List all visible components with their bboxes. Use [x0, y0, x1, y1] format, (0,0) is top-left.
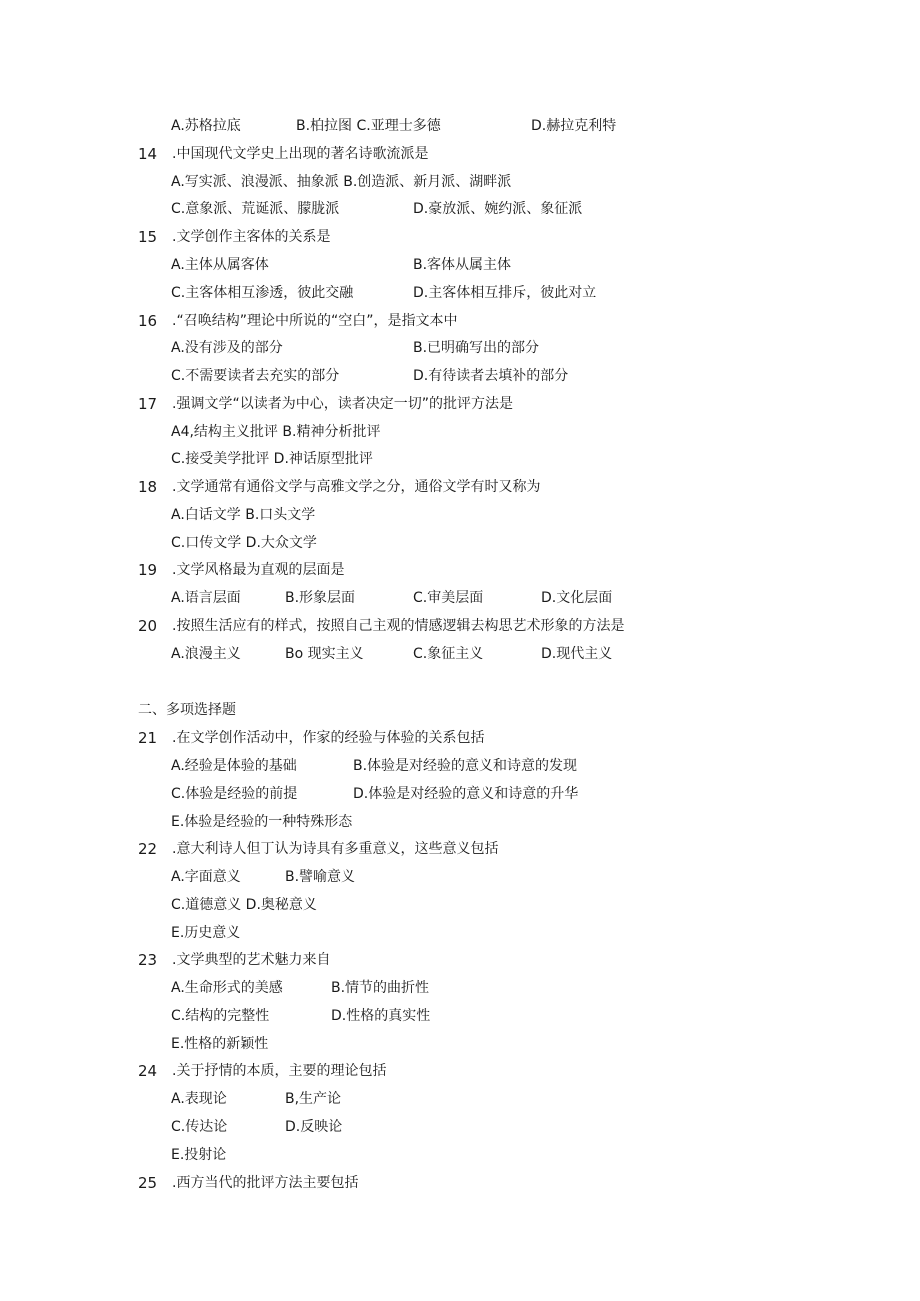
option-line	[0, 364, 920, 388]
question-text: .按照生活应有的样式，按照自己主观的情感逻辑去构思艺术形象的方法是	[172, 618, 625, 634]
option-text: A.白话文学 B.口头文学	[171, 507, 316, 523]
question-line	[0, 1171, 920, 1195]
question-line	[0, 1059, 920, 1083]
option-text: C.道德意义 D.奥秘意义	[171, 897, 317, 913]
option-text: A.生命形式的美感	[171, 980, 283, 996]
option-text: C.口传文学 D.大众文学	[171, 535, 317, 551]
option-line	[0, 754, 920, 778]
option-text: C.结构的完整性	[171, 1008, 270, 1024]
question-number: 22	[138, 840, 158, 858]
option-text: C.审美层面	[413, 590, 484, 606]
option-text: B.体验是对经验的意义和诗意的发现	[353, 758, 578, 774]
option-text: D.体验是对经验的意义和诗意的升华	[353, 786, 579, 802]
option-line	[0, 1004, 920, 1028]
option-line	[0, 170, 920, 194]
question-number: 24	[138, 1062, 158, 1080]
question-line	[0, 726, 920, 750]
question-line	[0, 614, 920, 638]
question-text: .强调文学“以读者为中心，读者决定一切”的批评方法是	[172, 396, 513, 412]
question-number: 15	[138, 228, 158, 246]
option-line	[0, 893, 920, 917]
option-text: C.主客体相互渗透，彼此交融	[171, 285, 354, 301]
question-text: .文学创作主客体的关系是	[172, 229, 331, 245]
option-text: A.浪漫主义	[171, 646, 241, 662]
question-line	[0, 392, 920, 416]
option-text: D.豪放派、婉约派、象征派	[413, 201, 583, 217]
question-line	[0, 309, 920, 333]
option-text: D.性格的真实性	[331, 1008, 431, 1024]
option-text: A4,结构主义批评 B.精神分析批评	[171, 424, 381, 440]
option-text: A.主体从属客体	[171, 257, 269, 273]
option-line	[0, 1143, 920, 1167]
question-line	[0, 475, 920, 499]
option-text: A.字面意义	[171, 869, 241, 885]
question-number: 17	[138, 395, 158, 413]
question-text: .文学通常有通俗文学与高雅文学之分，通俗文学有时又称为	[172, 479, 541, 495]
option-line	[0, 782, 920, 806]
option-line	[0, 336, 920, 360]
option-text: Bo 现实主义	[285, 646, 364, 662]
option-line	[0, 1087, 920, 1111]
option-line	[0, 114, 920, 138]
option-line	[0, 976, 920, 1000]
option-line	[0, 810, 920, 834]
option-text: B.已明确写出的部分	[413, 340, 540, 356]
option-text: C.体验是经验的前提	[171, 786, 298, 802]
option-text: D.文化层面	[541, 590, 613, 606]
question-number: 16	[138, 312, 158, 330]
question-line	[0, 948, 920, 972]
option-line	[0, 503, 920, 527]
question-text: .文学风格最为直观的层面是	[172, 562, 345, 578]
question-text: .中国现代文学史上出现的著名诗歌流派是	[172, 146, 429, 162]
option-line	[0, 921, 920, 945]
option-text: B.柏拉图 C.亚理士多德	[296, 118, 441, 134]
option-line	[0, 1032, 920, 1056]
question-text: .关于抒情的本质，主要的理论包括	[172, 1063, 387, 1079]
question-number: 25	[138, 1174, 158, 1192]
question-line	[0, 142, 920, 166]
option-text: D.主客体相互排斥，彼此对立	[413, 285, 597, 301]
section-heading: 二、多项选择题	[138, 702, 236, 718]
option-text: A.经验是体验的基础	[171, 758, 297, 774]
question-number: 19	[138, 561, 158, 579]
option-line	[0, 420, 920, 444]
option-text: A.表现论	[171, 1091, 227, 1107]
question-number: 14	[138, 145, 158, 163]
option-text: D.现代主义	[541, 646, 613, 662]
question-text: .“召唤结构”理论中所说的“空白”，是指文本中	[172, 313, 458, 329]
option-line	[0, 447, 920, 471]
option-text: C.接受美学批评 D.神话原型批评	[171, 451, 373, 467]
option-text: C.传达论	[171, 1119, 228, 1135]
option-line	[0, 197, 920, 221]
question-number: 18	[138, 478, 158, 496]
question-line	[0, 225, 920, 249]
option-line	[0, 531, 920, 555]
option-text: B.形象层面	[285, 590, 356, 606]
question-number: 21	[138, 729, 158, 747]
option-text: B,生产论	[285, 1091, 342, 1107]
option-text: A.没有涉及的部分	[171, 340, 283, 356]
option-text: D.有待读者去填补的部分	[413, 368, 569, 384]
option-text: C.不需要读者去充实的部分	[171, 368, 340, 384]
section-heading-line	[0, 698, 920, 722]
option-text: D.反映论	[285, 1119, 343, 1135]
question-text: .意大利诗人但丁认为诗具有多重意义，这些意义包括	[172, 841, 499, 857]
option-text: E.性格的新颖性	[171, 1036, 269, 1052]
question-line	[0, 558, 920, 582]
option-text: E.投射论	[171, 1147, 227, 1163]
question-text: .文学典型的艺术魅力来自	[172, 952, 331, 968]
option-text: B.客体从属主体	[413, 257, 512, 273]
option-line	[0, 253, 920, 277]
option-line	[0, 1115, 920, 1139]
option-text: A.语言层面	[171, 590, 241, 606]
option-text: C.象征主义	[413, 646, 484, 662]
option-text: B.情节的曲折性	[331, 980, 430, 996]
option-text: E.历史意义	[171, 925, 241, 941]
question-line	[0, 837, 920, 861]
question-text: .西方当代的批评方法主要包括	[172, 1175, 359, 1191]
option-text: E.体验是经验的一种特殊形态	[171, 814, 353, 830]
option-line	[0, 586, 920, 610]
option-line	[0, 281, 920, 305]
option-text: A.苏格拉底	[171, 118, 241, 134]
question-number: 20	[138, 617, 158, 635]
option-text: B.譬喻意义	[285, 869, 356, 885]
option-text: C.意象派、荒诞派、朦胧派	[171, 201, 340, 217]
option-line	[0, 865, 920, 889]
question-number: 23	[138, 951, 158, 969]
option-text: A.写实派、浪漫派、抽象派 B.创造派、新月派、湖畔派	[171, 174, 512, 190]
option-text: D.赫拉克利特	[531, 118, 617, 134]
option-line	[0, 642, 920, 666]
question-text: .在文学创作活动中，作家的经验与体验的关系包括	[172, 730, 485, 746]
